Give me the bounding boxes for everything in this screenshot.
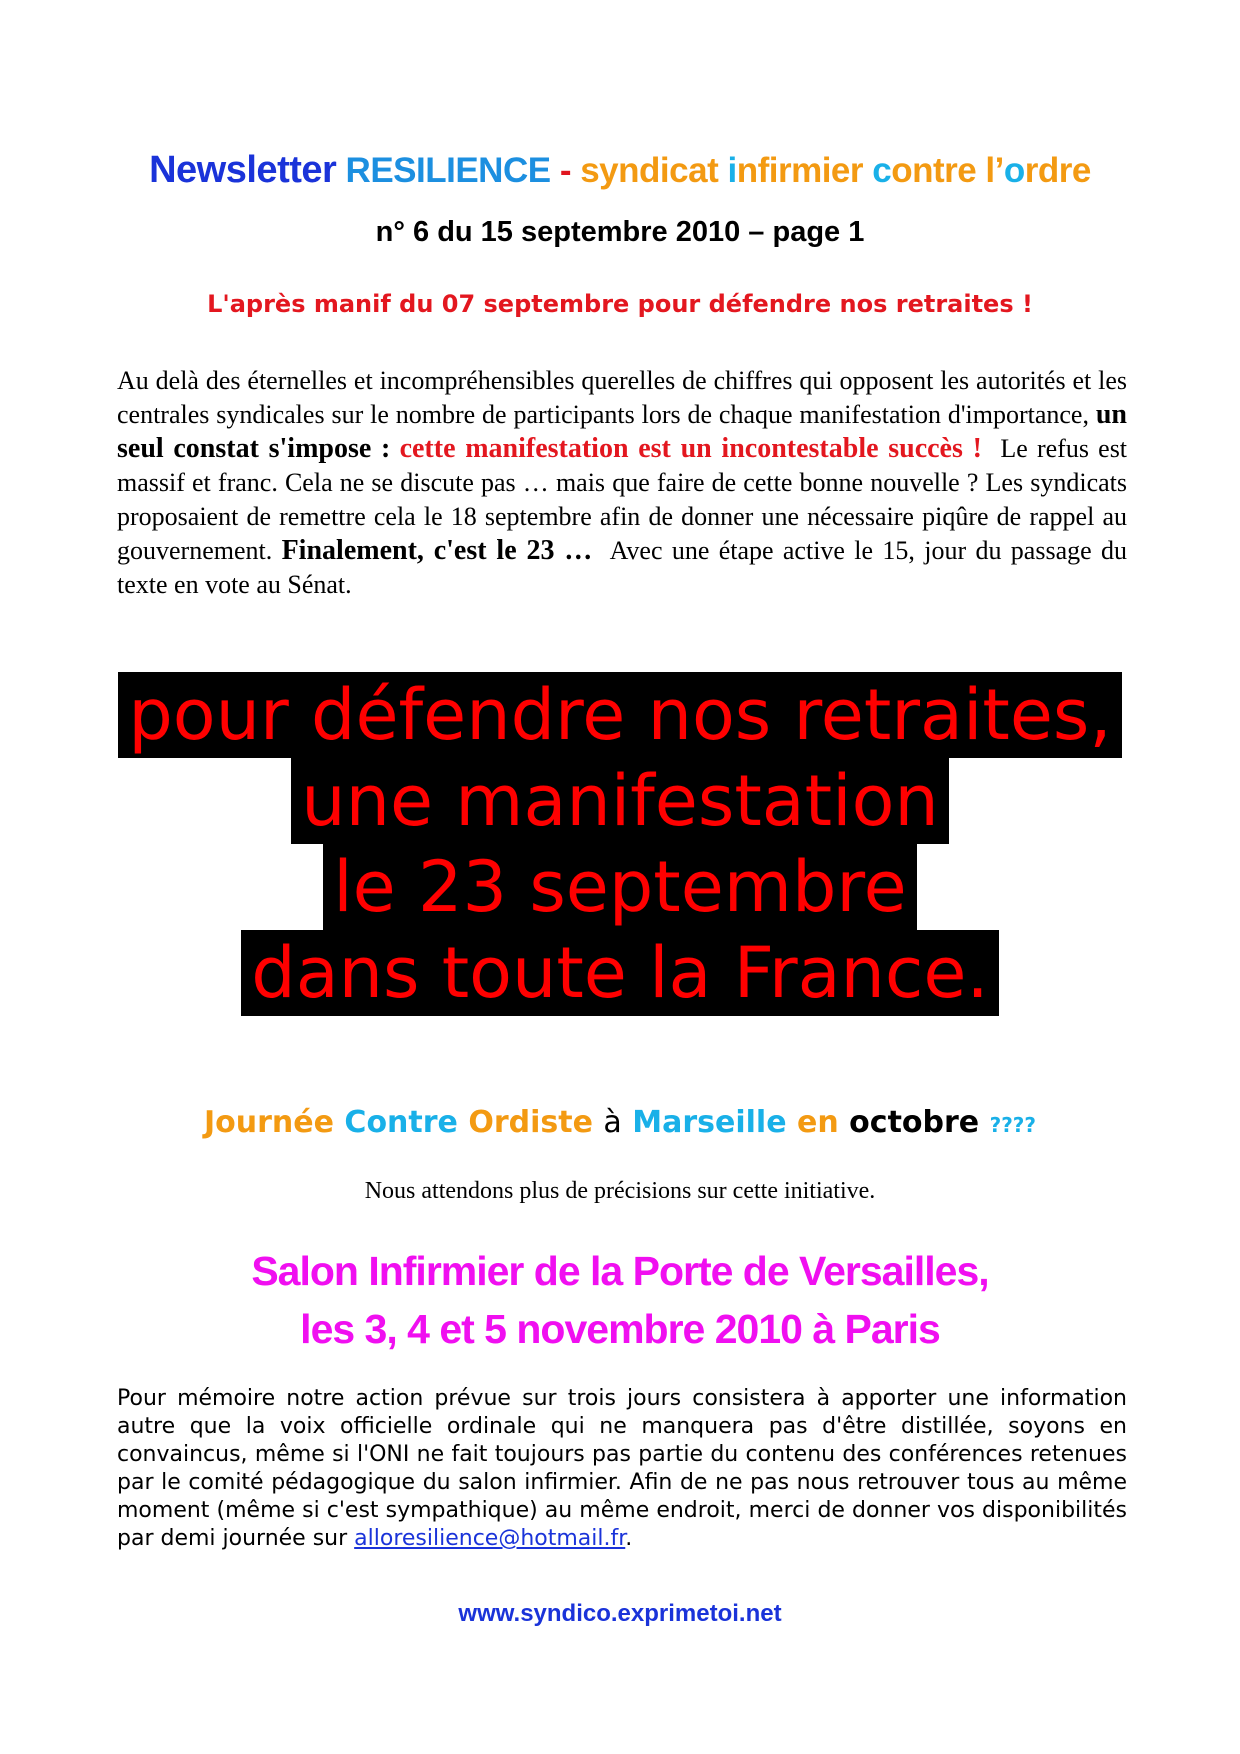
manifestation-banner <box>0 672 1240 1016</box>
banner-line-1: pour défendre nos retraites, <box>118 672 1121 758</box>
memo-end: . <box>625 1526 633 1551</box>
salon-line-1: Salon Infirmier de la Porte de Versailles, <box>251 1248 989 1294</box>
intro-paragraph <box>117 364 1127 602</box>
intro-part4: Le refus est massif et franc. Cela ne se discute pas … mais que faire de cette bonne nouvelle ? Les syndicats proposaient de remettre cela le 18 septembre afin de donner une nécessaire piqûre de rappel au gouvernement. <box>117 434 1128 565</box>
masthead-letter-c: c <box>872 151 892 190</box>
masthead-letter-o: o <box>1003 151 1025 190</box>
intro-part1: Au delà des éternelles et incompréhensibles querelles de chiffres qui opposent les autorités et les centrales syndicales sur le nombre de participants lors de chaque manifestation d'importance, <box>117 366 1127 429</box>
banner-line-2: une manifestation <box>291 758 949 844</box>
memo-text: Pour mémoire notre action prévue sur trois jours consistera à apporter une information autre que la voix officielle ordinale qui ne manquera pas d'être distillée, soyons en convaincus, même si l'ONI ne fait toujours pas partie du contenu des conférences retenues par le comité pédagogique du salon infirmier. Afin de ne pas nous retrouver tous au même moment (même si c'est sympathique) au même endroit, merci de donner vos disponibilités par demi journée sur <box>117 1386 1127 1551</box>
masthead-resilience-word: RESILIENCE <box>345 151 551 190</box>
journee-word-1: Journée <box>203 1105 334 1140</box>
newsletter-masthead <box>0 148 1240 194</box>
journee-word-4: à <box>603 1105 622 1140</box>
salon-heading <box>0 1242 1240 1358</box>
masthead-newsletter-word: Newsletter <box>149 149 337 191</box>
masthead-letter-i: i <box>727 151 737 190</box>
email-link[interactable]: alloresilience@hotmail.fr <box>354 1526 626 1551</box>
masthead-syndicat-word: syndicat <box>580 151 719 190</box>
intro-part3: cette manifestation est un incontestable succès ! <box>399 433 982 464</box>
masthead-ontre: ontre l’ <box>891 151 1004 190</box>
banner-line-4: dans toute la France. <box>241 930 998 1016</box>
journee-question-marks: ???? <box>989 1113 1036 1137</box>
memo-paragraph <box>117 1385 1127 1553</box>
website-link[interactable]: www.syndico.exprimetoi.net <box>458 1600 782 1627</box>
journee-word-5: Marseille <box>632 1105 787 1140</box>
masthead-nfirmier: nfirmier <box>736 151 863 190</box>
intro-part2: un seul constat s'impose : <box>117 399 1128 464</box>
masthead-rdre: rdre <box>1024 151 1091 190</box>
journee-word-2: Contre <box>344 1105 458 1140</box>
masthead-dash: - <box>559 151 571 190</box>
precision-note: Nous attendons plus de précisions sur cette initiative. <box>364 1178 876 1204</box>
intro-part5: Finalement, c'est le 23 … <box>281 535 593 566</box>
issue-line: n° 6 du 15 septembre 2010 – page 1 <box>375 216 865 248</box>
journee-word-7: octobre <box>849 1105 980 1140</box>
article-subtitle: L'après manif du 07 septembre pour défendre nos retraites ! <box>207 290 1033 318</box>
journee-heading <box>0 1105 1240 1141</box>
journee-word-3: Ordiste <box>468 1105 593 1140</box>
journee-word-6: en <box>797 1105 839 1140</box>
salon-line-2: les 3, 4 et 5 novembre 2010 à Paris <box>300 1306 940 1352</box>
intro-part6: Avec une étape active le 15, jour du passage du texte en vote au Sénat. <box>117 536 1127 599</box>
banner-line-3: le 23 septembre <box>323 844 917 930</box>
